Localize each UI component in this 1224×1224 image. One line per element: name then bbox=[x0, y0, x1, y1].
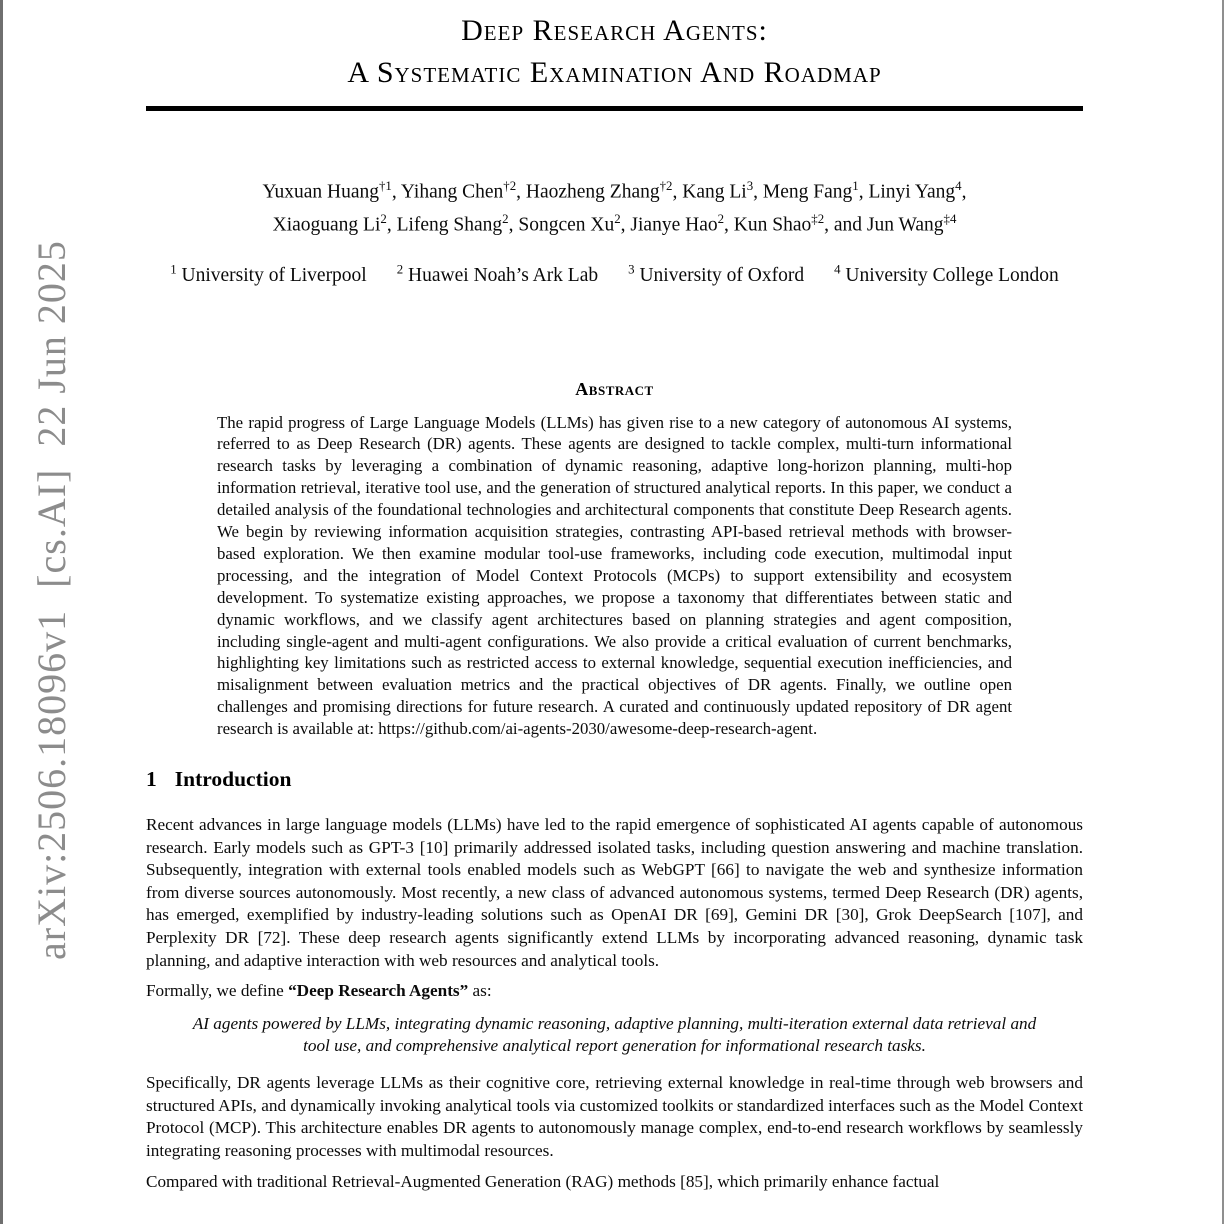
affiliation-item bbox=[628, 262, 805, 286]
author-name: Linyi Yang bbox=[868, 181, 956, 203]
author-separator: , bbox=[386, 214, 397, 235]
author-superscript: †2 bbox=[659, 179, 673, 193]
author-name: Lifeng Shang bbox=[396, 214, 503, 235]
author-superscript: 1 bbox=[852, 179, 859, 193]
definition-term: “Deep Research Agents” bbox=[288, 981, 469, 1001]
author-separator: , bbox=[961, 181, 967, 203]
definition-lead-out: as: bbox=[468, 981, 492, 1001]
author-separator: , and bbox=[824, 214, 867, 235]
affiliation-superscript: 3 bbox=[628, 262, 635, 276]
author-superscript: 2 bbox=[380, 211, 387, 226]
author-separator: , bbox=[620, 214, 631, 235]
author-name: Xiaoguang Li bbox=[272, 214, 381, 235]
author-separator: , bbox=[724, 214, 734, 235]
author-separator: , bbox=[516, 181, 526, 203]
author-superscript: †2 bbox=[503, 179, 517, 193]
affiliation-name: Huawei Noah’s Ark Lab bbox=[403, 264, 599, 286]
author-superscript: †1 bbox=[379, 179, 392, 193]
definition-quote: AI agents powered by LLMs, integrating dynamic reasoning, adaptive planning, multi-iteration external data retrieval and tool use, and comprehensive analytical report generation for informational research tasks. bbox=[192, 1013, 1037, 1056]
paper-content bbox=[146, 0, 1083, 1194]
author-separator: , bbox=[858, 181, 869, 203]
arxiv-sidebar-label: arXiv:2506.18096v1 [cs.AI] 22 Jun 2025 bbox=[29, 240, 74, 960]
affiliation-name: University of Oxford bbox=[634, 264, 805, 286]
author-separator: , bbox=[508, 214, 519, 235]
author-name: Songcen Xu bbox=[518, 214, 615, 235]
affiliation-name: University College London bbox=[840, 264, 1059, 286]
author-superscript: 2 bbox=[502, 211, 509, 226]
intro-paragraph-3: Specifically, DR agents leverage LLMs as their cognitive core, retrieving external knowledge in real-time through web browsers and structured APIs, and dynamically invoking analytical tools via customized toolkits or standardized interfaces such as the Model Context Protocol (MCP). This architecture enables DR agents to autonomously manage complex, end-to-end research workflows by seamlessly integrating reasoning processes with multimodal resources. bbox=[146, 1073, 1083, 1160]
affiliation-name: University of Liverpool bbox=[176, 264, 367, 286]
definition-lead-in: Formally, we define bbox=[146, 981, 289, 1001]
author-line-2 bbox=[146, 206, 1083, 239]
author-line-1 bbox=[146, 173, 1083, 206]
author-superscript: 4 bbox=[955, 179, 962, 193]
intro-paragraph-2 bbox=[146, 980, 1083, 1003]
intro-paragraph-4-clipped: Compared with traditional Retrieval-Augmented Generation (RAG) methods [85], which primarily enhance factual bbox=[146, 1172, 940, 1192]
abstract-heading: Abstract bbox=[575, 378, 654, 399]
abstract-body bbox=[217, 412, 1012, 741]
author-separator: , bbox=[391, 181, 401, 203]
author-name: Kang Li bbox=[682, 181, 747, 203]
affiliation-superscript: 2 bbox=[396, 262, 404, 276]
affiliation-item bbox=[834, 262, 1059, 286]
intro-paragraph-1: Recent advances in large language models (LLMs) have led to the rapid emergence of sophisticated AI agents capable of autonomous research. Early models such as GPT-3 [10] primarily addressed isolated tasks, including question answering and machine translation. Subsequently, integration with external tools enabled models such as WebGPT [66] to navigate the web and synthesize information from diverse sources autonomously. Most recently, a new class of advanced autonomous systems, termed Deep Research (DR) agents, has emerged, exemplified by industry-leading solutions such as OpenAI DR [69], Gemini DR [30], Grok DeepSearch [107], and Perplexity DR [72]. These deep research agents significantly extend LLMs by incorporating advanced reasoning, dynamic task planning, and adaptive interaction with web resources and analytical tools. bbox=[146, 815, 1083, 970]
author-superscript: ‡4 bbox=[943, 211, 957, 226]
author-name: Jianye Hao bbox=[630, 214, 718, 235]
author-superscript: 2 bbox=[614, 211, 621, 226]
author-name: Meng Fang bbox=[762, 181, 853, 203]
affiliation-item bbox=[170, 262, 367, 286]
section-heading-introduction bbox=[146, 766, 1083, 793]
author-name: Yihang Chen bbox=[400, 181, 504, 203]
author-name: Kun Shao bbox=[733, 214, 812, 235]
affiliation-list bbox=[146, 257, 1083, 288]
author-separator: , bbox=[753, 181, 763, 203]
author-list bbox=[146, 173, 1083, 238]
title-rule bbox=[146, 106, 1083, 111]
author-superscript: 3 bbox=[746, 179, 754, 193]
section-title: Introduction bbox=[174, 767, 292, 792]
paper-title-line2: A Systematic Examination And Roadmap bbox=[347, 56, 882, 89]
affiliation-item bbox=[396, 262, 599, 286]
author-name: Yuxuan Huang bbox=[262, 181, 379, 203]
author-superscript: 2 bbox=[717, 211, 725, 226]
affiliation-superscript: 4 bbox=[834, 262, 841, 276]
affiliation-superscript: 1 bbox=[170, 262, 177, 276]
section-number: 1 bbox=[146, 767, 157, 792]
paper-title bbox=[146, 10, 1083, 94]
author-name: Jun Wang bbox=[866, 214, 944, 235]
repository-link[interactable]: https://github.com/ai-agents-2030/awesome-deep-research-agent bbox=[378, 719, 813, 739]
author-name: Haozheng Zhang bbox=[525, 181, 660, 203]
abstract-text: The rapid progress of Large Language Models (LLMs) has given rise to a new category of autonomous AI systems, referred to as Deep Research (DR) agents. These agents are designed to tackle complex, multi-turn informational research tasks by leveraging a combination of dynamic reasoning, adaptive long-horizon planning, multi-hop information retrieval, iterative tool use, and the generation of structured analytical reports. In this paper, we conduct a detailed analysis of the foundational technologies and architectural components that constitute Deep Research agents. We begin by reviewing information acquisition strategies, contrasting API-based retrieval methods with browser-based exploration. We then examine modular tool-use frameworks, including code execution, multimodal input processing, and the integration of Model Context Protocols (MCPs) to support extensibility and ecosystem development. To systematize existing approaches, we propose a taxonomy that differentiates between static and dynamic workflows, and we classify agent architectures based on planning strategies and agent composition, including single-agent and multi-agent configurations. We also provide a critical evaluation of current benchmarks, highlighting key limitations such as restricted access to external knowledge, sequential execution inefficiencies, and misalignment between evaluation metrics and the practical objectives of DR agents. Finally, we outline open challenges and promising directions for future research. A curated and continuously updated repository of DR agent research is available at: bbox=[217, 412, 1012, 739]
abstract-text-end: . bbox=[812, 719, 818, 739]
author-separator: , bbox=[672, 181, 683, 203]
page-left-border bbox=[0, 0, 3, 1224]
author-superscript: ‡2 bbox=[811, 211, 825, 226]
paper-title-line1: Deep Research Agents: bbox=[461, 14, 768, 47]
